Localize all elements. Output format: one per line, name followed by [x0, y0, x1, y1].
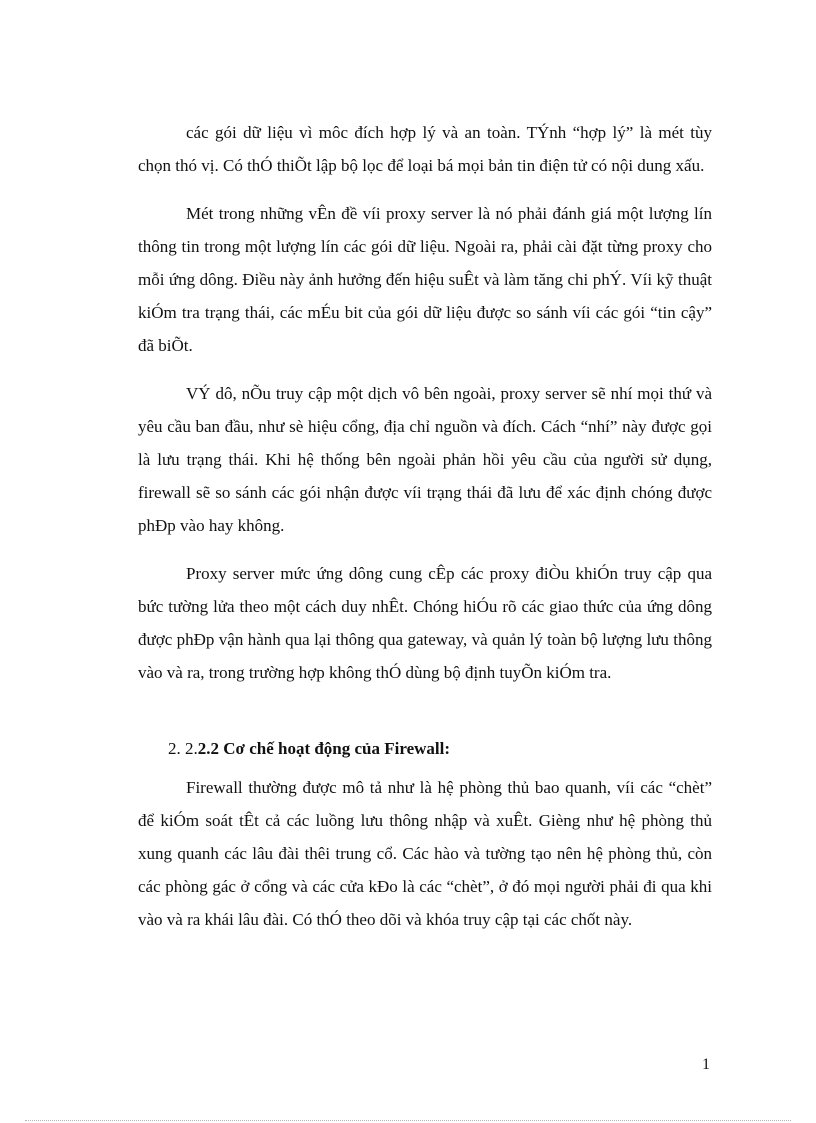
page-number: 1	[702, 1056, 710, 1073]
paragraph-3: VÝ dô, nÕu truy cập một dịch vô bên ngoài, proxy server sẽ nhí mọi thứ và yêu cầu ban đầu, như sè hiệu cổng, địa chỉ nguồn và đích. Cách “nhí” này được gọi là lưu trạng thái. Khi hệ thống bên ngoài phản hồi yêu cầu của người sử dụng, firewall sẽ so sánh các gói nhận được víi trạng thái đã lưu để xác định chóng được phÐp vào hay không.	[138, 384, 712, 535]
paragraph-1: các gói dữ liệu vì môc đích hợp lý và an toàn. TÝnh “hợp lý” là mét tùy chọn thó vị. Có thÓ thiÕt lập bộ lọc để loại bá mọi bản tin điện tử có nội dung xấu.	[138, 123, 712, 175]
page-bottom-divider	[25, 1120, 791, 1121]
section-heading	[168, 732, 712, 765]
paragraph-4: Proxy server mức ứng dông cung cÊp các proxy điÒu khiÓn truy cập qua bức tường lửa theo một cách duy nhÊt. Chóng hiÓu rõ các giao thức của ứng dông được phÐp vận hành qua lại thông qua gateway, và quản lý toàn bộ lượng lưu thông vào và ra, trong trường hợp không thÓ dùng bộ định tuyÕn kiÓm tra.	[138, 564, 712, 682]
page-body	[138, 116, 712, 951]
paragraph-2: Mét trong những vÊn đề víi proxy server là nó phải đánh giá một lượng lín thông tin trong một lượng lín các gói dữ liệu. Ngoài ra, phải cài đặt từng proxy cho mỗi ứng dông. Điều này ảnh hưởng đến hiệu suÊt và làm tăng chi phÝ. Víi kỹ thuật kiÓm tra trạng thái, các mÉu bit của gói dữ liệu được so sánh víi các gói “tin cậy” đã biÕt.	[138, 204, 712, 355]
section-title: 2.2 Cơ chế hoạt động của Firewall:	[197, 739, 451, 758]
section-number-prefix: 2. 2.	[168, 739, 198, 758]
section-paragraph-1: Firewall thường được mô tả như là hệ phòng thủ bao quanh, víi các “chèt” để kiÓm soát tÊt cả các luồng lưu thông nhập và xuÊt. Gièng như hệ phòng thủ xung quanh các lâu đài thêi trung cổ. Các hào và tường tạo nên hệ phòng thủ, còn các phòng gác ở cổng và các cửa kÐo là các “chèt”, ở đó mọi người phải đi qua khi vào và ra khái lâu đài. Có thÓ theo dõi và khóa truy cập tại các chốt này.	[138, 778, 712, 929]
